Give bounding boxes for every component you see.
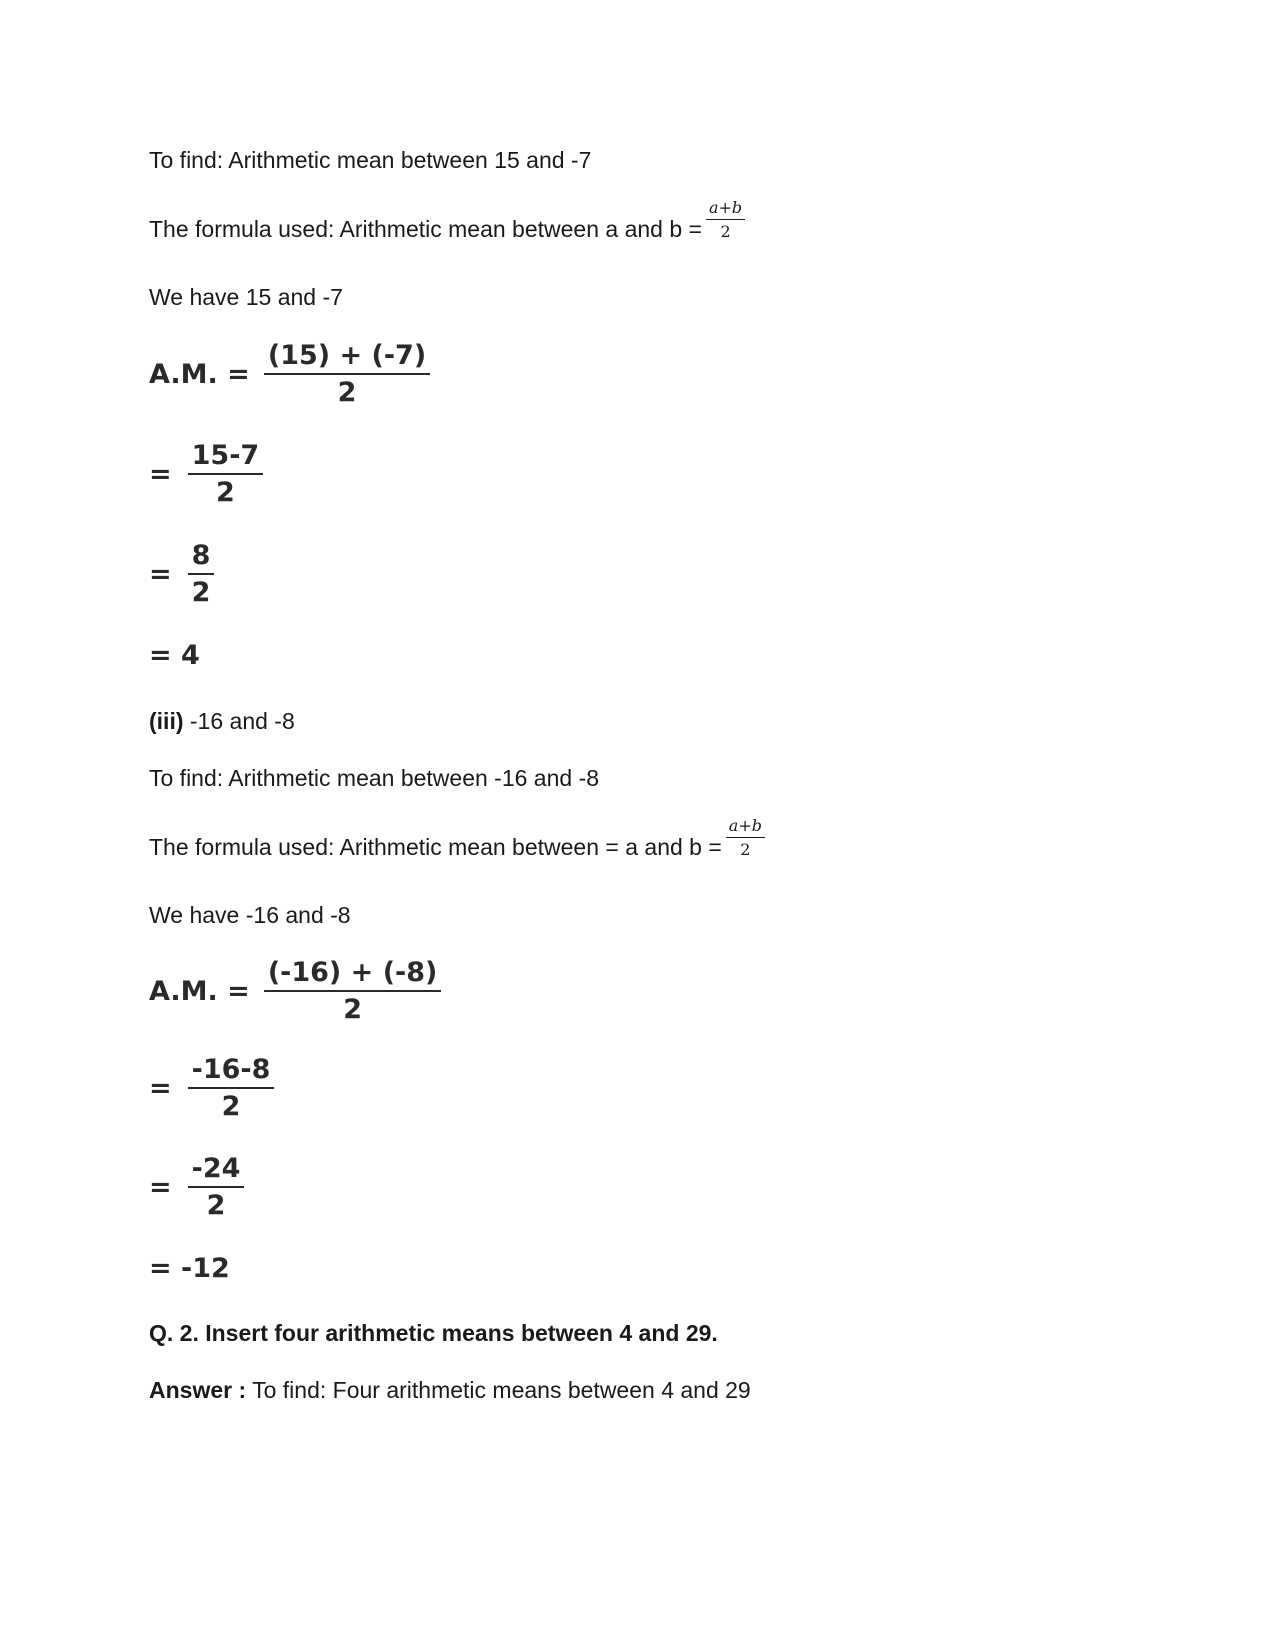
fraction-denominator: 2 (337, 377, 357, 408)
fraction-denominator: 2 (206, 1190, 226, 1221)
fraction-numerator: 8 (188, 540, 215, 575)
fraction-numerator: -16-8 (188, 1054, 275, 1089)
step-equation (149, 1153, 244, 1221)
formula-numerator: a+b (726, 816, 765, 838)
fraction-denominator: 2 (343, 994, 362, 1025)
am-equation (149, 340, 430, 408)
am-equation (149, 957, 441, 1025)
step-equation (149, 440, 263, 508)
equals-sign: = (149, 1171, 172, 1203)
part-label: (iii) (149, 708, 184, 734)
step-fraction (188, 440, 264, 508)
equals-sign: = (149, 558, 172, 590)
step-equation (149, 1054, 274, 1122)
formula-line (149, 816, 765, 869)
fraction-numerator: (15) + (-7) (264, 340, 430, 375)
fraction-denominator: 2 (221, 1091, 241, 1122)
answer-label: Answer : (149, 1377, 247, 1403)
we-have-line: We have 15 and -7 (149, 284, 343, 310)
step-fraction (188, 540, 215, 608)
fraction-numerator: (-16) + (-8) (264, 957, 442, 992)
am-fraction (264, 957, 442, 1025)
part-text: -16 and -8 (183, 708, 295, 734)
we-have-line: We have -16 and -8 (149, 902, 351, 928)
am-label: A.M. = (149, 358, 250, 390)
formula-fraction (726, 816, 765, 859)
formula-denominator: 2 (740, 840, 751, 859)
am-fraction (264, 340, 430, 408)
formula-text: The formula used: Arithmetic mean between = a and b = (149, 834, 722, 860)
formula-denominator: 2 (720, 222, 731, 241)
answer-text: To find: Four arithmetic means between 4 and 29 (246, 1377, 751, 1403)
result-line: = -12 (149, 1253, 230, 1284)
to-find-line: To find: Arithmetic mean between -16 and -8 (149, 765, 600, 791)
fraction-denominator: 2 (216, 477, 235, 508)
formula-text: The formula used: Arithmetic mean between a and b = (149, 216, 702, 242)
formula-fraction (706, 198, 745, 241)
fraction-denominator: 2 (191, 577, 211, 608)
am-label: A.M. = (149, 975, 250, 1007)
fraction-numerator: -24 (188, 1153, 245, 1188)
fraction-numerator: 15-7 (188, 440, 264, 475)
equals-sign: = (149, 458, 172, 490)
step-fraction (188, 1153, 245, 1221)
answer-line (149, 1377, 751, 1404)
question-heading: Q. 2. Insert four arithmetic means between 4 and 29. (149, 1320, 718, 1346)
step-fraction (188, 1054, 275, 1122)
formula-numerator: a+b (706, 198, 745, 220)
formula-line (149, 198, 745, 251)
to-find-line: To find: Arithmetic mean between 15 and -7 (149, 147, 592, 173)
part-heading (149, 708, 295, 735)
equals-sign: = (149, 1072, 172, 1104)
step-equation (149, 540, 214, 608)
result-line: = 4 (149, 640, 200, 671)
